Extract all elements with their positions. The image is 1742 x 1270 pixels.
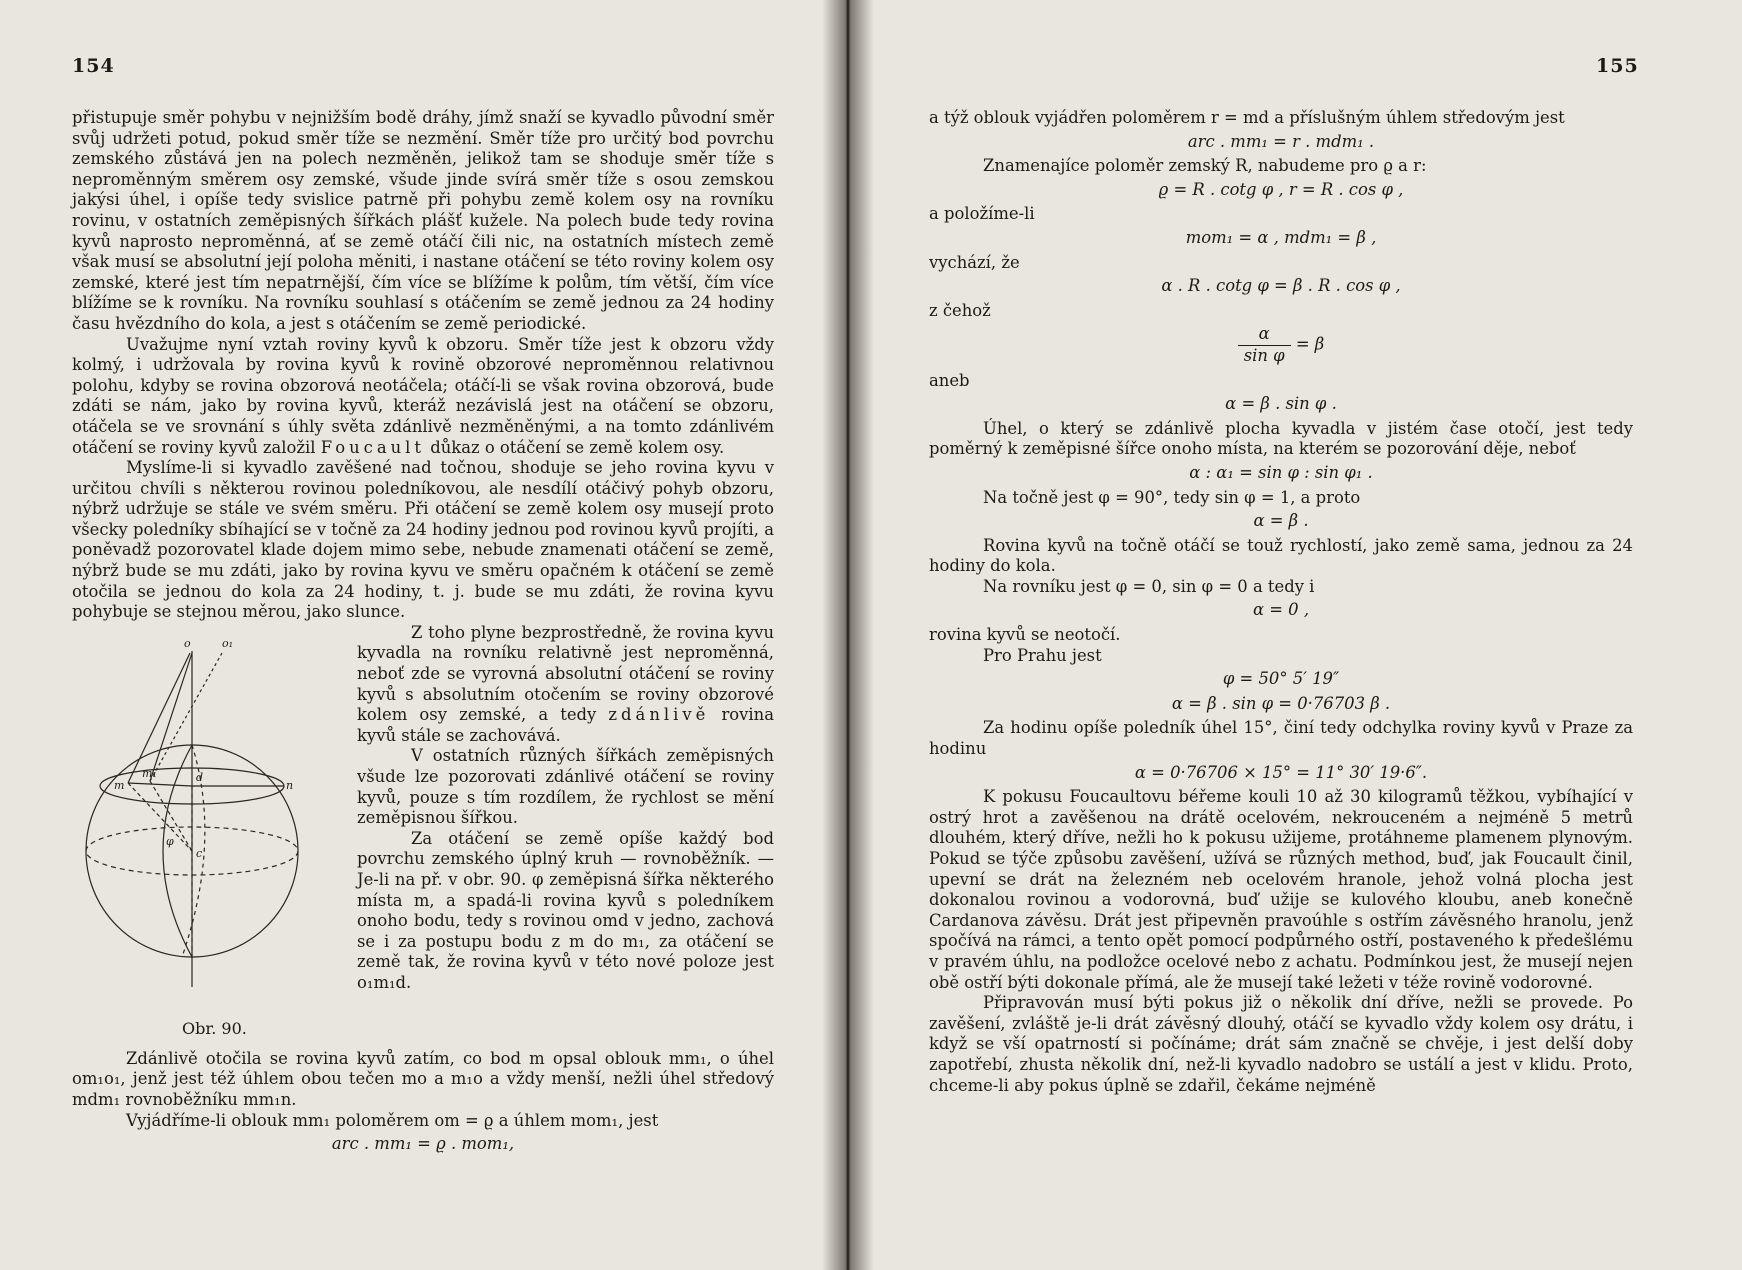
- figure-90: [72, 631, 332, 1041]
- figure-caption: Obr. 90.: [182, 1018, 247, 1038]
- formula: α . R . cotg φ = β . R . cos φ ,: [1161, 276, 1401, 296]
- paragraph: Za hodinu opíše poledník úhel 15°, činí tedy odchylka roviny kyvů v Praze za hodinu: [929, 718, 1633, 759]
- formula: arc . mm₁ = r . mdm₁ .: [1187, 131, 1375, 151]
- spaced-word: zdánlivě: [608, 705, 710, 725]
- paragraph: Na točně jest φ = 90°, tedy sin φ = 1, a proto: [983, 487, 1361, 507]
- fraction-denominator: sin φ: [1243, 345, 1285, 365]
- paragraph-text: Z toho plyne bezprostředně, že rovina kyvu kyvadla na rovníku relativně jest neproměnná, neboť zde se vyrovná absolutní otáčení se roviny kyvů s absolutním otočením se roviny obzorové kolem osy zemské, a tedy: [357, 622, 774, 725]
- book-gutter: [822, 0, 874, 1270]
- figure-block: [72, 623, 774, 1049]
- formula: α = 0·76706 × 15° = 11° 30′ 19·6″.: [1134, 762, 1428, 782]
- paragraph: V ostatních různých šířkách zeměpisných všude lze pozorovati zdánlivé otáčení se roviny kyvů, pouze s tím rozdílem, že rychlost se mění zeměpisnou šířkou.: [357, 746, 774, 828]
- formula: ϱ = R . cotg φ , r = R . cos φ ,: [1158, 179, 1404, 199]
- paragraph: Vyjádříme-li oblouk mm₁ poloměrem om = ϱ a úhlem mom₁, jest: [126, 1110, 659, 1130]
- paragraph: Myslíme-li si kyvadlo zavěšené nad točnou, shoduje se jeho rovina kyvu v určitou chvíli s některou rovinou poledníkovou, ale nesdílí otáčivý pohyb obzoru, nýbrž udržuje se stále ve svém směru. Při otáčení se země kolem osy musejí proto všecky poledníky sbíhající se v točně za 24 hodiny jednou pod rovinou kyvů projíti, a poněvadž pozorovatel klade dojem mimo sebe, nebude znamenati otáčení se země, nýbrž bude se mu zdáti, jako by rovina kyvu ve směru opačném k otáčení se země otočila se jednou do kola za 24 hodiny, t. j. bude se mu zdáti, že rovina kyvu pohybuje se stejnou měrou, jako slunce.: [72, 458, 774, 622]
- paragraph: rovina kyvů se neotočí.: [929, 625, 1121, 645]
- formula: α : α₁ = sin φ : sin φ₁ .: [1189, 462, 1373, 482]
- formula: φ = 50° 5′ 19″: [1222, 669, 1340, 689]
- fraction: [1238, 324, 1291, 366]
- label-n: n: [286, 778, 294, 792]
- paragraph-text: rovina kyvů stále se zachovává.: [357, 705, 775, 745]
- paragraph: Na rovníku jest φ = 0, sin φ = 0 a tedy i: [983, 576, 1315, 596]
- paragraph: Pro Prahu jest: [983, 645, 1102, 665]
- label-m: m: [114, 778, 125, 792]
- formula: arc . mm₁ = ϱ . mom₁,: [331, 1134, 515, 1154]
- fraction-numerator: α: [1238, 324, 1291, 346]
- paragraph: [72, 335, 774, 459]
- tangent-mo: [128, 653, 190, 783]
- paragraph: vychází, že: [929, 252, 1020, 272]
- paragraph: Rovina kyvů na točně otáčí se touž rychlostí, jako země sama, jednou za 24 hodiny do kola.: [929, 535, 1633, 576]
- formula-fraction: [929, 324, 1633, 366]
- formula: α = β .: [1253, 511, 1309, 531]
- paragraph: Zdánlivě otočila se rovina kyvů zatím, co bod m opsal oblouk mm₁, o úhel om₁o₁, jenž jest též úhlem obou tečen mo a m₁o a vždy menší, nežli úhel středový mdm₁ rovnoběžníku mm₁n.: [72, 1048, 774, 1110]
- fraction-rhs: = β: [1295, 334, 1325, 354]
- label-o1: o₁: [222, 636, 234, 650]
- paragraph: a položíme-li: [929, 204, 1035, 224]
- label-o: o: [184, 636, 191, 650]
- paragraph-text: Uvažujme nyní vztah roviny kyvů k obzoru. Směr tíže jest k obzoru vždy kolmý, i udržovala by rovina kyvů k rovině obzorové neproměnnou relativnou polohu, kdyby se rovina obzorová neotáčela; otáčí-li se však rovina obzorová, bude zdáti se nám, jako by rovina kyvů, kteráž nezávislá jest na otáčení se obzoru, otáčela se ve srovnání s úhly světa zdánlivě nezměněnými, a na tomto zdánlivém otáčení se roviny kyvů založil: [72, 334, 774, 457]
- foucault-name: Foucault: [320, 437, 425, 457]
- left-page: [0, 0, 846, 1270]
- page-number-right: 155: [1596, 55, 1639, 77]
- paragraph: Připravován musí býti pokus již o několik dní dříve, nežli se provede. Po zavěšení, zvláště je-li drát závěsný dlouhý, otáčí se kyvadlo vždy kolem osy drátu, i když se vší opatrností si počínáme; drát sám značně se chvěje, i jest delší doby zapotřebí, zhusta několik dní, než-li kyvadlo nadobro se ustálí a jest v klidu. Proto, chceme-li aby pokus úplně se zdařil, čekáme nejméně: [929, 993, 1633, 1095]
- paragraph: z čehož: [929, 300, 991, 320]
- paragraph: [357, 623, 774, 747]
- side-column: [357, 623, 774, 994]
- paragraph: aneb: [929, 370, 970, 390]
- paragraph: Znamenajíce poloměr zemský R, nabudeme pro ϱ a r:: [983, 156, 1427, 176]
- page-number-left: 154: [72, 55, 115, 77]
- globe-diagram: [72, 631, 332, 1031]
- paragraph-text: důkaz o otáčení se země kolem osy.: [430, 437, 725, 457]
- radius-mc: [128, 783, 192, 851]
- right-page: [846, 0, 1742, 1270]
- formula: α = β . sin φ .: [1225, 394, 1337, 414]
- formula: α = 0 ,: [1252, 600, 1310, 620]
- label-d: d: [196, 770, 204, 784]
- right-page-text: [929, 108, 1633, 1096]
- paragraph: Za otáčení se země opíše každý bod povrchu zemského úplný kruh — rovnoběžník. — Je-li na př. v obr. 90. φ zeměpisná šířka některého místa m, a spadá-li rovina kyvů s poledníkem onoho bodu, tedy s rovinou omd v jedno, zachová se i za postupu bodu z m do m₁, za otáčení se země tak, že rovina kyvů v této nové poloze jest o₁m₁d.: [357, 828, 774, 992]
- label-c: c: [196, 846, 203, 860]
- meridian: [163, 745, 192, 957]
- formula: α = β . sin φ = 0·76703 β .: [1171, 693, 1391, 713]
- paragraph: Úhel, o který se zdánlivě plocha kyvadla v jistém čase otočí, jest tedy poměrný k zeměpisné šířce onoho místa, na kterém se pozorování děje, neboť: [929, 418, 1633, 459]
- paragraph: K pokusu Foucaultovu béřeme kouli 10 až 30 kilogramů těžkou, vybíhající v ostrý hrot a zavěšenou na drátě ocelovém, nekrouceném a nejméně 5 metrů dlouhém, který dříve, nežli ho k pokusu užijeme, protáhneme plamenem plynovým. Pokud se týče způsobu zavěšení, užívá se různých method, buď, jak Foucault činil, upevní se drát na železném neb ocelovém hranole, jehož volná plocha jest dokonalou rovinou a vodorovná, buď užije se kulového kloubu, aneb konečně Cardanova závěsu. Drát jest připevněn pravoúhle s ostřím závěsného hranolu, jenž spočívá na rámci, a tento opět pomocí podpůrného ostří, postaveného k předešlému v pravém úhlu, na podložce ocelové nebo z achatu. Podmínkou jest, že musejí nejen obě ostří býti dokonale přímá, ale že musejí také ležeti v téže rovině vodorovné.: [929, 787, 1633, 992]
- left-page-text: [72, 108, 774, 1159]
- paragraph: přistupuje směr pohybu v nejnižším bodě dráhy, jímž snaží se kyvadlo původní směr svůj udržeti potud, pokud směr tíže se nezmění. Směr tíže pro určitý bod povrchu zemského zůstává jen na polech nezměněn, jelikož tam se shoduje směr tíže s neproměnným směrem osy zemské, všude jinde svírá směr tíže s osou zemskou jakýsi úhel, i opíše tedy svislice patrně při pohybu země kolem osy na rovníku rovinu, v ostatních zeměpisných šířkách plášť kužele. Na polech bude tedy rovina kyvů naprosto neproměnná, ať se země otáčí čili nic, na ostatních místech země však musí se absolutní její poloha měniti, i nastane otáčení se této roviny kolem osy zemské, které jest tím nepatrnější, čím více se blížíme k polům, tím větší, čím více blížíme se k rovníku. Na rovníku souhlasí s otáčením se země jednou za 24 hodiny času hvězdního do kola, a jest s otáčením se země periodické.: [72, 108, 774, 333]
- label-m1: m₁: [142, 766, 157, 780]
- paragraph: a týž oblouk vyjádřen poloměrem r = md a příslušným úhlem středovým jest: [929, 108, 1565, 127]
- formula: mom₁ = α , mdm₁ = β ,: [1185, 227, 1377, 247]
- label-phi: φ: [166, 834, 174, 848]
- radius-md: [128, 783, 192, 786]
